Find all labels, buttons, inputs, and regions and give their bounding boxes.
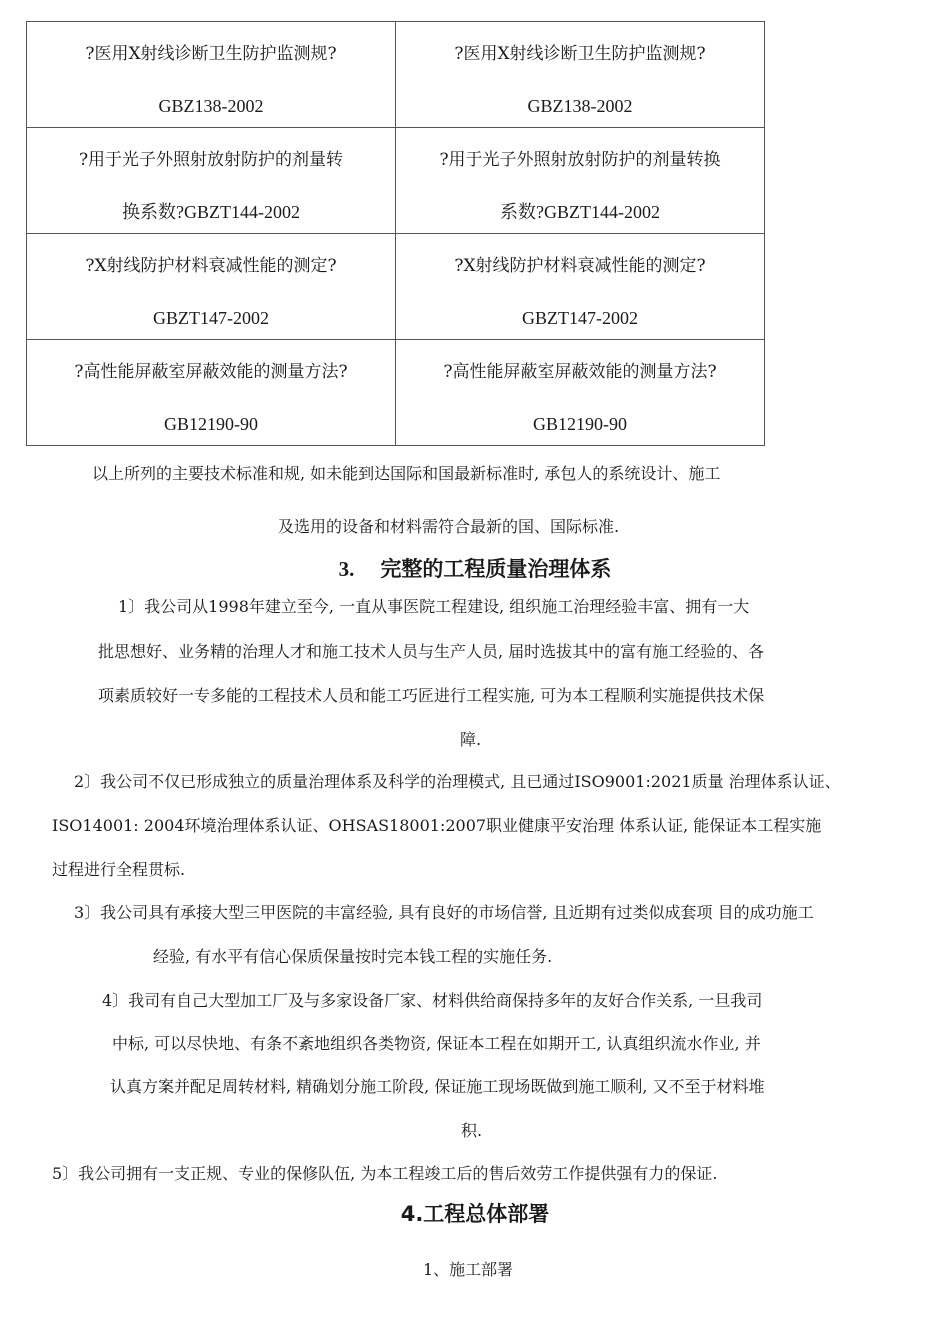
paragraph-1-line: 障. bbox=[460, 730, 482, 749]
table-cell bbox=[27, 128, 396, 234]
section-3-title: 完整的工程质量治理体系 bbox=[380, 557, 612, 581]
paragraph-2-line: ISO14001: 2004环境治理体系认证、OHSAS18001:2007职业健康平安治理 体系认证, 能保证本工程实施 bbox=[52, 816, 822, 835]
paragraph-2-line: 2〕我公司不仅已形成独立的质量治理体系及科学的治理模式, 且已通过ISO9001:2021质量 治理体系认证、 bbox=[74, 772, 841, 791]
standard-name: ?用于光子外照射放射防护的剂量转 bbox=[78, 150, 344, 170]
note-line-2: 及选用的设备和材料需符合最新的国、国际标准. bbox=[278, 517, 620, 536]
table-cell bbox=[396, 128, 765, 234]
table-cell bbox=[27, 234, 396, 340]
standard-name: ?用于光子外照射放射防护的剂量转换 bbox=[439, 150, 721, 170]
table-row bbox=[27, 128, 765, 234]
subsection-title: 1、施工部署 bbox=[423, 1260, 514, 1279]
paragraph-3-line: 3〕我公司具有承接大型三甲医院的丰富经验, 具有良好的市场信誉, 且近期有过类似成套项 目的成功施工 bbox=[74, 903, 814, 922]
table-cell bbox=[396, 22, 765, 128]
standard-name: ?高性能屏蔽室屏蔽效能的测量方法? bbox=[74, 362, 348, 382]
paragraph-1-line: 批思想好、业务精的治理人才和施工技术人员与生产人员, 届时选拔其中的富有施工经验的、各 bbox=[98, 642, 765, 661]
standard-name: ?高性能屏蔽室屏蔽效能的测量方法? bbox=[443, 362, 717, 382]
table-row bbox=[27, 340, 765, 446]
note-line-1: 以上所列的主要技术标准和规, 如未能到达国际和国最新标准时, 承包人的系统设计、施工 bbox=[92, 464, 721, 483]
section-3-number: 3. bbox=[338, 557, 355, 581]
standard-code: GBZ138-2002 bbox=[158, 96, 264, 116]
paragraph-3-line: 经验, 有水平有信心保质保量按时完本钱工程的实施任务. bbox=[153, 947, 553, 966]
standard-code: GB12190-90 bbox=[533, 414, 627, 434]
paragraph-4-line: 4〕我司有自己大型加工厂及与多家设备厂家、材料供给商保持多年的友好合作关系, 一旦我司 bbox=[102, 991, 763, 1010]
table-cell bbox=[27, 340, 396, 446]
paragraph-2-line: 过程进行全程贯标. bbox=[52, 860, 186, 879]
paragraph-4-line: 认真方案并配足周转材料, 精确划分施工阶段, 保证施工现场既做到施工顺利, 又不至于材料堆 bbox=[110, 1077, 765, 1096]
table-cell bbox=[396, 340, 765, 446]
standard-name: ?医用X射线诊断卫生防护监测规? bbox=[454, 44, 706, 64]
paragraph-1-line: 项素质较好一专多能的工程技术人员和能工巧匠进行工程实施, 可为本工程顺利实施提供技术保 bbox=[98, 686, 765, 705]
section-3-heading bbox=[0, 553, 950, 583]
table-cell bbox=[27, 22, 396, 128]
standard-name: ?X射线防护材料衰减性能的测定? bbox=[85, 256, 337, 276]
table-row bbox=[27, 234, 765, 340]
standard-code: GBZT147-2002 bbox=[153, 308, 269, 328]
standard-code: GBZT147-2002 bbox=[522, 308, 638, 328]
table-cell bbox=[396, 234, 765, 340]
paragraph-4-line: 中标, 可以尽快地、有条不紊地组织各类物资, 保证本工程在如期开工, 认真组织流水作业, 并 bbox=[112, 1034, 761, 1053]
standard-code: 系数?GBZT144-2002 bbox=[500, 202, 660, 222]
standard-code: 换系数?GBZT144-2002 bbox=[122, 202, 300, 222]
paragraph-1-line: 1〕我公司从1998年建立至今, 一直从事医院工程建设, 组织施工治理经验丰富、拥有一大 bbox=[118, 597, 750, 616]
standard-code: GB12190-90 bbox=[164, 414, 258, 434]
paragraph-4-line: 积. bbox=[461, 1121, 483, 1140]
section-4-title: 4.工程总体部署 bbox=[400, 1202, 550, 1226]
paragraph-5-line: 5〕我公司拥有一支正规、专业的保修队伍, 为本工程竣工后的售后效劳工作提供强有力的保证. bbox=[52, 1164, 718, 1183]
standard-name: ?医用X射线诊断卫生防护监测规? bbox=[85, 44, 337, 64]
standard-code: GBZ138-2002 bbox=[527, 96, 633, 116]
standards-table bbox=[26, 21, 765, 446]
table-row bbox=[27, 22, 765, 128]
standard-name: ?X射线防护材料衰减性能的测定? bbox=[454, 256, 706, 276]
